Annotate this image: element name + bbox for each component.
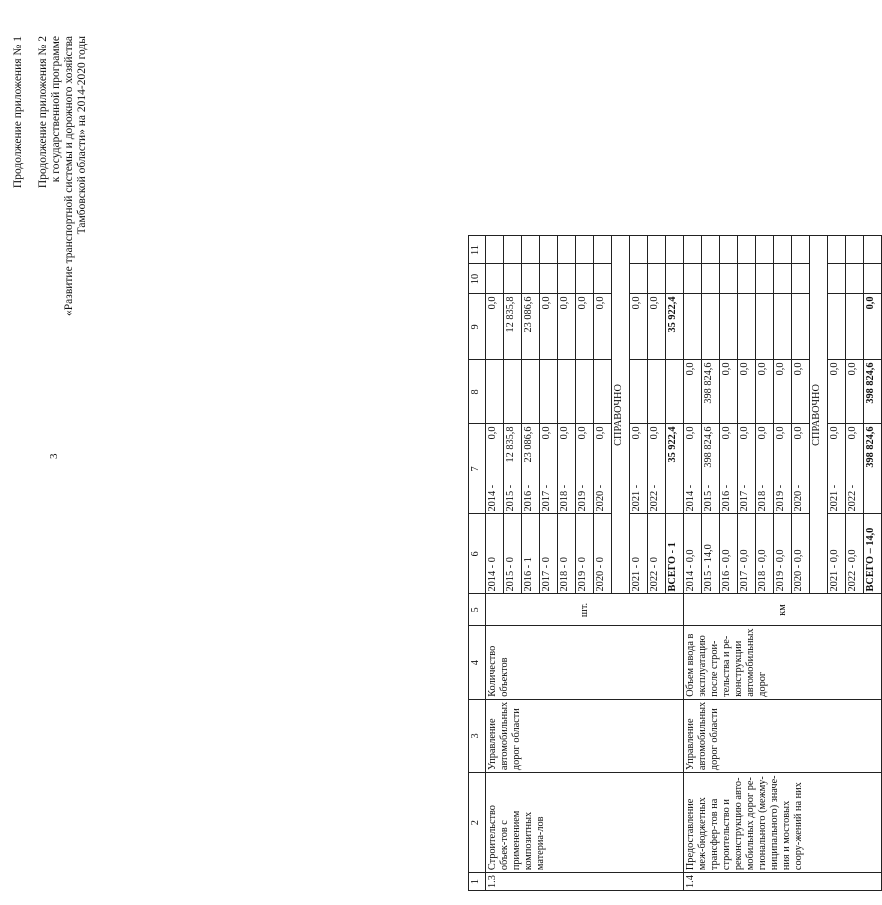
funding-regional: 12 835,8 xyxy=(504,294,522,360)
amount: 0,0 xyxy=(487,426,498,440)
funding-other xyxy=(720,236,738,264)
funding-local xyxy=(738,264,756,294)
funding-federal xyxy=(486,360,504,424)
amount: 0,0 xyxy=(541,426,552,440)
funding-federal xyxy=(630,360,648,424)
total-indicator: ВСЕГО - 1 xyxy=(666,514,684,594)
funding-federal: 0,0 xyxy=(792,360,810,424)
indicator-name: Количество объектов xyxy=(486,626,684,699)
funding-regional xyxy=(684,294,702,360)
funding-total xyxy=(846,424,864,514)
funding-regional: 23 086,6 xyxy=(522,294,540,360)
amount: 0,0 xyxy=(559,426,570,440)
year-label: 2017 - xyxy=(541,484,552,512)
header-cell: 6 xyxy=(469,514,486,594)
funding-regional: 0,0 xyxy=(576,294,594,360)
funding-regional: 0,0 xyxy=(594,294,612,360)
table-row xyxy=(486,236,504,891)
funding-total xyxy=(828,424,846,514)
title-line-1: Продолжение приложения № 1 xyxy=(12,36,24,189)
amount: 0,0 xyxy=(577,426,588,440)
total-other xyxy=(666,236,684,264)
funding-federal: 0,0 xyxy=(720,360,738,424)
indicator-year-value: 2014 - 0 xyxy=(486,514,504,594)
funding-total xyxy=(594,424,612,514)
year-label: 2019 - xyxy=(775,484,786,512)
funding-other xyxy=(594,236,612,264)
funding-federal xyxy=(594,360,612,424)
header-cell: 5 xyxy=(469,594,486,626)
header-row xyxy=(469,236,486,891)
amount: 12 835,8 xyxy=(505,426,516,463)
funding-local xyxy=(684,264,702,294)
funding-total xyxy=(684,424,702,514)
year-label: 2016 - xyxy=(523,484,534,512)
funding-federal: 0,0 xyxy=(846,360,864,424)
indicator-year-value: 2016 - 0,0 xyxy=(720,514,738,594)
funding-other xyxy=(648,236,666,264)
funding-other xyxy=(792,236,810,264)
funding-total xyxy=(630,424,648,514)
funding-regional xyxy=(792,294,810,360)
funding-total xyxy=(738,424,756,514)
funding-federal xyxy=(504,360,522,424)
funding-total xyxy=(576,424,594,514)
funding-total xyxy=(504,424,522,514)
funding-federal: 0,0 xyxy=(774,360,792,424)
indicator-name: Объем ввода в эксплуатацию после строи-тельства и ре-конструкции автомобильных дорог xyxy=(684,626,882,699)
funding-federal: 0,0 xyxy=(738,360,756,424)
funding-local xyxy=(774,264,792,294)
table-row xyxy=(684,236,702,891)
funding-local xyxy=(522,264,540,294)
funding-regional: 0,0 xyxy=(558,294,576,360)
reference-label: СПРАВОЧНО xyxy=(810,236,828,594)
indicator-year-value: 2017 - 0,0 xyxy=(738,514,756,594)
row-code: 1.3 xyxy=(486,873,684,891)
funding-regional: 0,0 xyxy=(486,294,504,360)
funding-other xyxy=(774,236,792,264)
funding-local xyxy=(486,264,504,294)
total-federal xyxy=(666,360,684,424)
amount: 23 086,6 xyxy=(523,426,534,463)
indicator-year-value: 2016 - 1 xyxy=(522,514,540,594)
amount: 0,0 xyxy=(649,426,660,440)
funding-total xyxy=(540,424,558,514)
funding-local xyxy=(828,264,846,294)
measure-name: Предоставление меж-бюджетных трансфер-тов на строительство и реконструкцию авто-мобильных дорог ре-гионального (межму-ниципального) значе-ния и мостовых соору-жений на них xyxy=(684,773,882,873)
funding-local xyxy=(576,264,594,294)
total-federal: 398 824,6 xyxy=(864,360,882,424)
unit: км xyxy=(684,594,882,626)
funding-other xyxy=(558,236,576,264)
header-cell: 10 xyxy=(469,264,486,294)
funding-federal: 0,0 xyxy=(756,360,774,424)
indicator-year-value: 2018 - 0 xyxy=(558,514,576,594)
indicator-year-value: 2015 - 0 xyxy=(504,514,522,594)
funding-total xyxy=(720,424,738,514)
funding-total xyxy=(774,424,792,514)
year-label: 2015 - xyxy=(703,484,714,512)
funding-regional: 0,0 xyxy=(648,294,666,360)
funding-local xyxy=(846,264,864,294)
total-funding: 35 922,4 xyxy=(666,424,684,514)
year-label: 2017 - xyxy=(739,484,750,512)
funding-regional xyxy=(720,294,738,360)
year-label: 2014 - xyxy=(487,484,498,512)
indicator-year-value: 2022 - 0 xyxy=(648,514,666,594)
funding-total xyxy=(702,424,720,514)
amount: 0,0 xyxy=(793,426,804,440)
funding-other xyxy=(486,236,504,264)
funding-regional xyxy=(756,294,774,360)
year-label: 2019 - xyxy=(577,484,588,512)
amount: 0,0 xyxy=(595,426,606,440)
year-label: 2015 - xyxy=(505,484,516,512)
executor: Управление автомобильных дорог области xyxy=(684,699,882,772)
funding-local xyxy=(792,264,810,294)
funding-local xyxy=(720,264,738,294)
measure-name: Строительство объек-тов с применением композитных материа-лов xyxy=(486,773,684,873)
header-cell: 1 xyxy=(469,873,486,891)
funding-federal: 0,0 xyxy=(828,360,846,424)
funding-federal xyxy=(576,360,594,424)
funding-other xyxy=(738,236,756,264)
amount: 0,0 xyxy=(847,426,858,440)
indicator-year-value: 2019 - 0 xyxy=(576,514,594,594)
funding-regional xyxy=(846,294,864,360)
funding-federal xyxy=(558,360,576,424)
funding-total xyxy=(648,424,666,514)
funding-other xyxy=(684,236,702,264)
header-cell: 4 xyxy=(469,626,486,699)
funding-local xyxy=(504,264,522,294)
indicator-year-value: 2015 - 14,0 xyxy=(702,514,720,594)
total-regional: 35 922,4 xyxy=(666,294,684,360)
amount: 0,0 xyxy=(631,426,642,440)
year-label: 2016 - xyxy=(721,484,732,512)
title-line-4: «Развитие транспортной системы и дорожного хозяйства xyxy=(63,36,75,316)
funding-other xyxy=(576,236,594,264)
header-cell: 8 xyxy=(469,360,486,424)
funding-local xyxy=(648,264,666,294)
funding-other xyxy=(756,236,774,264)
funding-total xyxy=(756,424,774,514)
year-label: 2020 - xyxy=(595,484,606,512)
indicator-year-value: 2020 - 0 xyxy=(594,514,612,594)
year-label: 2021 - xyxy=(829,484,840,512)
funding-other xyxy=(846,236,864,264)
reference-label: СПРАВОЧНО xyxy=(612,236,630,594)
total-other xyxy=(864,236,882,264)
title-block xyxy=(12,36,89,316)
funding-local xyxy=(594,264,612,294)
amount: 0,0 xyxy=(829,426,840,440)
funding-federal xyxy=(522,360,540,424)
year-label: 2021 - xyxy=(631,484,642,512)
funding-local xyxy=(756,264,774,294)
funding-total xyxy=(792,424,810,514)
header-cell: 2 xyxy=(469,773,486,873)
year-label: 2018 - xyxy=(757,484,768,512)
executor: Управление автомобильных дорог области xyxy=(486,699,684,772)
header-cell: 9 xyxy=(469,294,486,360)
funding-federal: 0,0 xyxy=(684,360,702,424)
amount: 0,0 xyxy=(721,426,732,440)
funding-federal xyxy=(648,360,666,424)
funding-regional xyxy=(702,294,720,360)
total-funding: 398 824,6 xyxy=(864,424,882,514)
funding-regional: 0,0 xyxy=(630,294,648,360)
funding-federal: 398 824,6 xyxy=(702,360,720,424)
indicator-year-value: 2017 - 0 xyxy=(540,514,558,594)
year-label: 2020 - xyxy=(793,484,804,512)
unit: шт. xyxy=(486,594,684,626)
indicator-year-value: 2022 - 0,0 xyxy=(846,514,864,594)
indicator-year-value: 2018 - 0,0 xyxy=(756,514,774,594)
total-indicator: ВСЕГО – 14,0 xyxy=(864,514,882,594)
funding-total xyxy=(558,424,576,514)
total-local xyxy=(666,264,684,294)
funding-other xyxy=(702,236,720,264)
year-label: 2018 - xyxy=(559,484,570,512)
funding-regional xyxy=(738,294,756,360)
funding-regional xyxy=(774,294,792,360)
total-local xyxy=(864,264,882,294)
indicator-year-value: 2021 - 0,0 xyxy=(828,514,846,594)
page-number: 3 xyxy=(48,453,60,459)
program-table xyxy=(468,235,882,891)
section-1-4 xyxy=(684,236,882,891)
funding-other xyxy=(828,236,846,264)
amount: 0,0 xyxy=(775,426,786,440)
funding-regional xyxy=(828,294,846,360)
funding-other xyxy=(504,236,522,264)
funding-federal xyxy=(540,360,558,424)
total-regional: 0,0 xyxy=(864,294,882,360)
funding-other xyxy=(522,236,540,264)
funding-other xyxy=(540,236,558,264)
title-line-5: Тамбовской области» на 2014-2020 годы xyxy=(76,36,88,235)
year-label: 2014 - xyxy=(685,484,696,512)
amount: 0,0 xyxy=(757,426,768,440)
section-1-3 xyxy=(486,236,684,891)
indicator-year-value: 2019 - 0,0 xyxy=(774,514,792,594)
header-cell: 11 xyxy=(469,236,486,264)
indicator-year-value: 2020 - 0,0 xyxy=(792,514,810,594)
funding-local xyxy=(558,264,576,294)
funding-total xyxy=(522,424,540,514)
indicator-year-value: 2014 - 0,0 xyxy=(684,514,702,594)
title-line-3: к государственной программе xyxy=(50,36,62,183)
amount: 0,0 xyxy=(739,426,750,440)
funding-total xyxy=(486,424,504,514)
row-code: 1.4 xyxy=(684,873,882,891)
indicator-year-value: 2021 - 0 xyxy=(630,514,648,594)
funding-local xyxy=(702,264,720,294)
header-cell: 7 xyxy=(469,424,486,514)
amount: 398 824,6 xyxy=(703,426,714,468)
funding-regional: 0,0 xyxy=(540,294,558,360)
year-label: 2022 - xyxy=(847,484,858,512)
funding-other xyxy=(630,236,648,264)
title-line-2: Продолжение приложения № 2 xyxy=(37,36,49,189)
year-label: 2022 - xyxy=(649,484,660,512)
amount: 0,0 xyxy=(685,426,696,440)
header-cell: 3 xyxy=(469,699,486,772)
funding-local xyxy=(540,264,558,294)
funding-local xyxy=(630,264,648,294)
